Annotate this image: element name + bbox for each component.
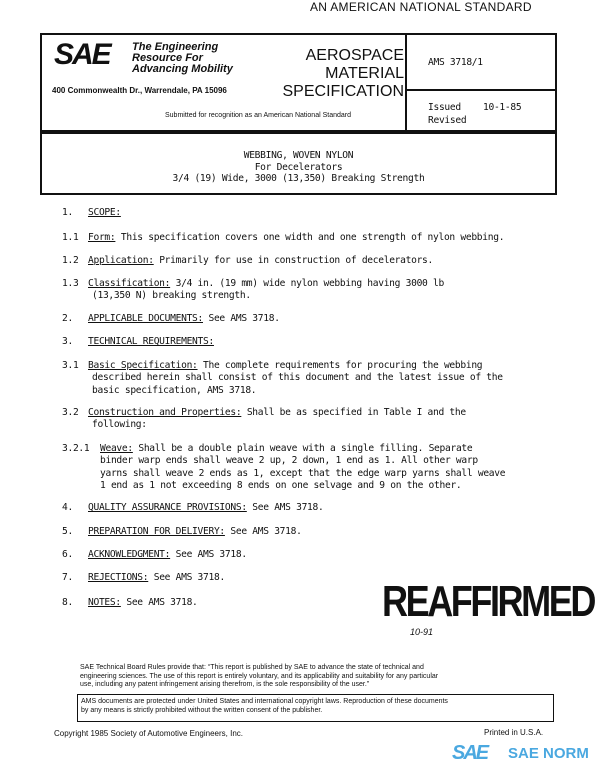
section-text: 3/4 in. (19 mm) wide nylon webbing having 3000 lb — [175, 278, 444, 289]
section-number: 5. — [62, 526, 73, 537]
spec-type — [270, 47, 404, 101]
printed-in: Printed in U.S.A. — [484, 728, 544, 737]
section-number: 3.2.1 — [62, 443, 90, 454]
section-line — [88, 207, 121, 218]
spec-type-line: SPECIFICATION — [282, 83, 404, 100]
tagline — [132, 42, 233, 75]
section-line — [88, 360, 482, 371]
section-line — [100, 443, 472, 454]
watermark-logo: SAE — [452, 742, 488, 764]
section-text: The complete requirements for procuring the webbing — [203, 360, 483, 371]
issued-date: 10-1-85 — [483, 102, 522, 113]
section-number: 4. — [62, 502, 73, 513]
copyright-notice — [77, 694, 554, 722]
section-text: Primarily for use in construction of decelerators. — [159, 255, 433, 266]
section-text: Shall be as specified in Table I and the — [246, 407, 466, 418]
title-line: WEBBING, WOVEN NYLON — [243, 150, 354, 161]
section-heading: ACKNOWLEDGMENT: — [88, 549, 171, 560]
section-heading: NOTES: — [88, 597, 121, 608]
section-line — [92, 419, 147, 430]
section-text: yarns shall weave 2 ends as 1, except that the edge warp yarns shall weave — [100, 467, 506, 479]
section-text: Shall be a double plain weave with a single filling. Separate — [138, 443, 473, 454]
section-text: This specification covers one width and one strength of nylon webbing. — [120, 232, 505, 243]
top-banner: AN AMERICAN NATIONAL STANDARD — [310, 0, 532, 14]
notice-line: AMS documents are protected under United States and international copyright laws. Reproduction of these documents — [81, 698, 448, 705]
section-text: See AMS 3718. — [252, 502, 324, 513]
board-rules — [80, 664, 438, 690]
title-line: For Decelerators — [254, 161, 343, 173]
section-heading: Construction and Properties: — [88, 407, 242, 418]
section-line — [88, 502, 323, 513]
section-heading: QUALITY ASSURANCE PROVISIONS: — [88, 502, 247, 513]
section-line — [88, 278, 444, 289]
submitted-note: Submitted for recognition as an American National Standard — [165, 112, 351, 119]
section-line — [88, 232, 504, 243]
spec-type-line: AEROSPACE — [305, 47, 404, 64]
rules-line: engineering sciences. The use of this report is entirely voluntary, and its applicability and suitability for any particular — [80, 672, 439, 680]
section-text: following: — [92, 419, 147, 431]
issued-label: Issued — [428, 102, 461, 113]
section-text: (13,350 N) breaking strength. — [92, 290, 251, 302]
section-line — [100, 455, 478, 466]
tagline-line: Resource For — [132, 52, 203, 64]
section-line — [88, 549, 247, 560]
section-text: 1 end as 1 not exceeding 8 ends on one selvage and 9 on the other. — [100, 479, 462, 491]
notice-line: by any means is strictly prohibited without the written consent of the publisher. — [81, 707, 323, 714]
section-heading: Form: — [88, 232, 116, 243]
section-line — [88, 313, 280, 324]
section-text: described herein shall consist of this document and the latest issue of the — [92, 372, 503, 384]
section-line — [88, 336, 214, 347]
section-line — [88, 597, 198, 608]
revised-label: Revised — [428, 115, 467, 126]
tagline-line: The Engineering — [132, 41, 219, 53]
document-title — [40, 150, 557, 185]
section-text: See AMS 3718. — [153, 572, 225, 583]
section-line — [92, 372, 503, 383]
section-number: 1.2 — [62, 255, 79, 266]
section-number: 1.1 — [62, 232, 79, 243]
section-line — [100, 480, 461, 491]
section-heading: REJECTIONS: — [88, 572, 149, 583]
section-number: 7. — [62, 572, 73, 583]
section-heading: Application: — [88, 255, 154, 266]
section-line — [92, 290, 251, 301]
section-line — [100, 468, 505, 479]
section-number: 3. — [62, 336, 73, 347]
doc-number: AMS 3718/1 — [428, 57, 483, 68]
section-text: basic specification, AMS 3718. — [92, 384, 257, 396]
tagline-line: Advancing Mobility — [132, 63, 233, 75]
handwritten-date: 10-91 — [410, 627, 434, 637]
section-number: 1. — [62, 207, 73, 218]
section-heading: APPLICABLE DOCUMENTS: — [88, 313, 203, 324]
section-number: 3.1 — [62, 360, 79, 371]
watermark-text: SAE NORM — [508, 745, 589, 762]
section-heading: Weave: — [100, 443, 133, 454]
divider — [405, 89, 555, 91]
section-text: See AMS 3718. — [230, 526, 302, 537]
section-number: 2. — [62, 313, 73, 324]
section-line — [88, 572, 225, 583]
section-line — [88, 526, 302, 537]
divider — [405, 33, 407, 132]
section-heading: Basic Specification: — [88, 360, 198, 371]
sae-logo: SAE — [54, 38, 110, 71]
section-heading: Classification: — [88, 278, 171, 289]
address: 400 Commonwealth Dr., Warrendale, PA 15096 — [52, 86, 227, 95]
rules-line: SAE Technical Board Rules provide that: “This report is published by SAE to advance the state of technical and — [80, 664, 424, 671]
section-heading: TECHNICAL REQUIREMENTS: — [88, 336, 214, 347]
section-text: See AMS 3718. — [208, 313, 280, 324]
section-number: 8. — [62, 597, 73, 608]
copyright: Copyright 1985 Society of Automotive Engineers, Inc. — [54, 729, 243, 738]
section-heading: PREPARATION FOR DELIVERY: — [88, 526, 225, 537]
section-number: 3.2 — [62, 407, 79, 418]
section-line — [92, 385, 256, 396]
section-number: 6. — [62, 549, 73, 560]
section-text: binder warp ends shall weave 2 up, 2 down, 1 end as 1. All other warp — [100, 455, 478, 467]
section-line — [88, 407, 466, 418]
spec-type-line: MATERIAL — [325, 65, 404, 82]
section-number: 1.3 — [62, 278, 79, 289]
section-line — [88, 255, 433, 266]
rules-line: use, including any patent infringement arising therefrom, is the sole responsibility of the user.” — [80, 681, 370, 688]
reaffirmed-stamp: REAFFIRMED — [382, 577, 594, 626]
section-text: See AMS 3718. — [126, 597, 198, 608]
section-text: See AMS 3718. — [175, 549, 247, 560]
section-heading: SCOPE: — [88, 207, 121, 218]
title-line: 3/4 (19) Wide, 3000 (13,350) Breaking Strength — [172, 173, 425, 184]
